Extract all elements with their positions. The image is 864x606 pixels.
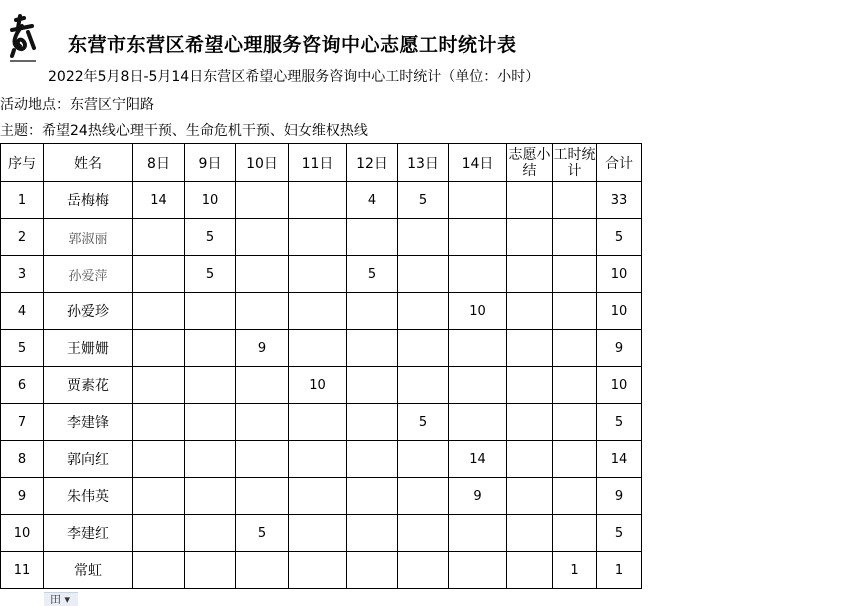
column-header: 11日 — [289, 144, 347, 182]
table-cell — [507, 182, 553, 219]
table-cell — [236, 441, 289, 478]
name-cell: 贾素花 — [44, 367, 133, 404]
table-cell: 10 — [1, 515, 44, 552]
table-cell — [133, 441, 185, 478]
table-cell — [398, 441, 449, 478]
table-cell: 5 — [185, 219, 236, 256]
table-cell — [398, 330, 449, 367]
table-cell — [507, 515, 553, 552]
activity-theme: 主题：希望24热线心理干预、生命危机干预、妇女维权热线 — [0, 123, 368, 139]
table-row — [1, 404, 642, 441]
table-cell — [449, 256, 507, 293]
table-cell — [347, 293, 398, 330]
table-cell — [236, 552, 289, 589]
table-cell — [185, 293, 236, 330]
table-header-row — [1, 144, 642, 182]
table-cell — [133, 293, 185, 330]
table-cell — [133, 478, 185, 515]
table-cell — [553, 256, 597, 293]
table-cell — [553, 367, 597, 404]
name-cell: 郭向红 — [44, 441, 133, 478]
table-cell — [553, 293, 597, 330]
table-cell: 14 — [449, 441, 507, 478]
table-row — [1, 552, 642, 589]
table-cell: 10 — [597, 367, 642, 404]
table-cell — [289, 330, 347, 367]
column-header: 13日 — [398, 144, 449, 182]
table-cell — [289, 478, 347, 515]
table-cell: 9 — [597, 330, 642, 367]
table-cell: 5 — [398, 404, 449, 441]
table-cell: 9 — [449, 478, 507, 515]
page-subtitle: 2022年5月8日-5月14日东营区希望心理服务咨询中心工时统计（单位：小时） — [48, 69, 540, 85]
table-cell — [289, 441, 347, 478]
table-cell — [236, 478, 289, 515]
table-cell — [398, 219, 449, 256]
table-cell — [133, 330, 185, 367]
table-cell — [449, 219, 507, 256]
column-header: 姓名 — [44, 144, 133, 182]
name-cell: 李建锋 — [44, 404, 133, 441]
table-cell — [133, 552, 185, 589]
column-header: 志愿小结 — [507, 144, 553, 182]
table-cell: 10 — [597, 293, 642, 330]
table-cell — [449, 330, 507, 367]
name-cell: 孙爱珍 — [44, 293, 133, 330]
column-header: 12日 — [347, 144, 398, 182]
table-cell — [236, 182, 289, 219]
table-cell — [133, 256, 185, 293]
table-cell — [347, 441, 398, 478]
table-cell — [553, 404, 597, 441]
table-cell — [507, 367, 553, 404]
table-row — [1, 441, 642, 478]
table-cell — [289, 182, 347, 219]
table-cell — [185, 515, 236, 552]
column-header: 合计 — [597, 144, 642, 182]
table-cell — [289, 256, 347, 293]
table-cell: 5 — [597, 404, 642, 441]
table-cell — [398, 478, 449, 515]
table-cell: 5 — [597, 515, 642, 552]
table-cell — [398, 293, 449, 330]
table-cell: 1 — [597, 552, 642, 589]
table-cell — [133, 404, 185, 441]
table-cell — [185, 478, 236, 515]
table-cell: 10 — [597, 256, 642, 293]
table-cell — [449, 515, 507, 552]
table-cell — [347, 515, 398, 552]
table-cell — [185, 552, 236, 589]
table-row — [1, 367, 642, 404]
column-header: 14日 — [449, 144, 507, 182]
table-cell: 1 — [553, 552, 597, 589]
name-cell: 郭淑丽 — [44, 219, 133, 256]
table-cell: 33 — [597, 182, 642, 219]
table-cell: 6 — [1, 367, 44, 404]
table-cell — [133, 515, 185, 552]
table-cell — [133, 367, 185, 404]
table-row — [1, 293, 642, 330]
table-cell: 5 — [597, 219, 642, 256]
table-cell — [289, 293, 347, 330]
activity-place: 活动地点：东营区宁阳路 — [0, 97, 154, 113]
table-cell: 10 — [449, 293, 507, 330]
name-cell: 王姗姗 — [44, 330, 133, 367]
name-cell: 孙爱萍 — [44, 256, 133, 293]
table-cell: 9 — [597, 478, 642, 515]
table-cell: 4 — [1, 293, 44, 330]
table-cell — [289, 219, 347, 256]
table-cell — [398, 256, 449, 293]
table-cell: 9 — [1, 478, 44, 515]
table-cell — [507, 330, 553, 367]
table-cell — [289, 552, 347, 589]
table-row — [1, 182, 642, 219]
table-cell: 14 — [133, 182, 185, 219]
table-cell: 10 — [289, 367, 347, 404]
table-cell: 14 — [597, 441, 642, 478]
table-cell — [507, 293, 553, 330]
table-cell — [553, 515, 597, 552]
table-cell — [553, 441, 597, 478]
table-cell: 5 — [347, 256, 398, 293]
table-cell — [347, 552, 398, 589]
table-cell — [185, 441, 236, 478]
table-cell — [449, 552, 507, 589]
table-cell — [553, 330, 597, 367]
table-cell — [347, 219, 398, 256]
table-cell — [347, 367, 398, 404]
table-cell — [289, 515, 347, 552]
name-cell: 李建红 — [44, 515, 133, 552]
table-cell: 11 — [1, 552, 44, 589]
column-header: 序与 — [1, 144, 44, 182]
table-cell — [507, 404, 553, 441]
table-row — [1, 256, 642, 293]
table-cell: 5 — [236, 515, 289, 552]
table-cell — [507, 552, 553, 589]
table-cell: 7 — [1, 404, 44, 441]
table-cell — [507, 478, 553, 515]
name-cell: 朱伟英 — [44, 478, 133, 515]
table-cell — [236, 256, 289, 293]
table-cell — [236, 404, 289, 441]
table-cell — [553, 219, 597, 256]
table-cell: 5 — [1, 330, 44, 367]
table-cell — [185, 330, 236, 367]
table-cell — [347, 404, 398, 441]
table-cell: 1 — [1, 182, 44, 219]
table-cell: 4 — [347, 182, 398, 219]
column-header: 10日 — [236, 144, 289, 182]
table-cell — [507, 441, 553, 478]
sheet-menu-icon[interactable]: 田 ▾ — [44, 592, 78, 606]
column-header: 工时统计 — [553, 144, 597, 182]
table-cell — [507, 256, 553, 293]
table-cell: 9 — [236, 330, 289, 367]
table-cell — [236, 367, 289, 404]
table-cell — [449, 404, 507, 441]
table-row — [1, 515, 642, 552]
table-cell — [289, 404, 347, 441]
table-cell — [398, 367, 449, 404]
name-cell: 岳梅梅 — [44, 182, 133, 219]
table-row — [1, 219, 642, 256]
table-cell: 10 — [185, 182, 236, 219]
table-cell — [347, 330, 398, 367]
logo-icon — [6, 14, 40, 66]
table-row — [1, 478, 642, 515]
table-cell — [347, 478, 398, 515]
table-cell — [133, 219, 185, 256]
page-title: 东营市东营区希望心理服务咨询中心志愿工时统计表 — [68, 34, 517, 56]
table-cell — [449, 367, 507, 404]
table-cell: 3 — [1, 256, 44, 293]
table-cell — [553, 478, 597, 515]
table-cell — [185, 367, 236, 404]
table-cell — [507, 219, 553, 256]
table-cell — [449, 182, 507, 219]
name-cell: 常虹 — [44, 552, 133, 589]
table-cell — [398, 552, 449, 589]
table-cell — [236, 293, 289, 330]
table-cell — [398, 515, 449, 552]
table-cell — [185, 404, 236, 441]
table-row — [1, 330, 642, 367]
table-cell: 2 — [1, 219, 44, 256]
column-header: 8日 — [133, 144, 185, 182]
table-cell — [236, 219, 289, 256]
table-cell: 5 — [185, 256, 236, 293]
table-cell: 5 — [398, 182, 449, 219]
table-cell: 8 — [1, 441, 44, 478]
table-cell — [553, 182, 597, 219]
column-header: 9日 — [185, 144, 236, 182]
hours-table — [0, 143, 642, 589]
